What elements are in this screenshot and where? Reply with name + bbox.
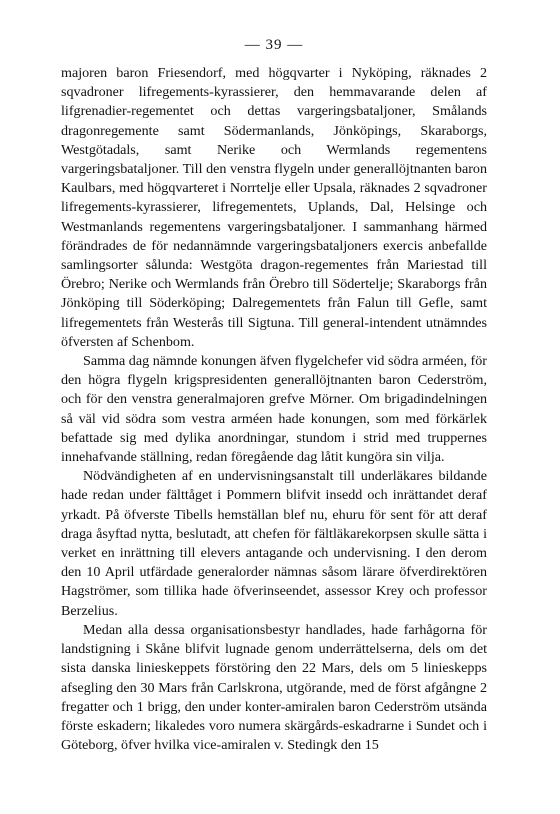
paragraph-army-wings: majoren baron Friesendorf, med högqvarter i Nyköping, räknades 2 sqvadroner lifregements-kyrassierer, den hemmavarande delen af lifgrenadier-regementet och dettas vargeringsbataljoner, Smålands dragonregemente samt Södermanlands, Jönköpings, Skaraborgs, Westgötadals, samt Nerike och Wermlands regementens vargeringsbataljoner. Till den venstra flygeln under generallöjtnanten baron Kaulbars, med högqvarteret i Norrtelje eller Upsala, räknades 2 sqvadroner lifregements-kyrassierer, lifregementets, Uplands, Dal, Helsinge och Westmanlands regementens vargeringsbataljoner. I sammanhang härmed förändrades de för nedannämnde vargeringsbataljoners exercis anbefallde samlingsorter sålunda: Westgöta dragon-regementes från Mariestad till Örebro; Nerike och Wermlands från Örebro till Södertelje; Skaraborgs från Jönköping till Söderköping; Dalregementets från Falun till Gefle, samt lifregementets från Westerås till Sigtuna. Till general-intendent utnämndes öfversten af Schenbom. [61,65,487,350]
paragraph-medical-school: Nödvändigheten af en undervisningsanstalt till underläkares bildande hade redan under fälttåget i Pommern blifvit insedd och inrättandet deraf yrkadt. På öfverste Tibells hemställan blef nu, ehuru för sent för att deraf draga åsyftad nytta, beslutadt, att chefen för fältläkarekorpsen skulle sätta i verket en inrättning till elevers antagande och undervisning. I den derom den 10 April utfärdade generalorder nämnas såsom lärare öfverdirektören Hagströmer, som tillika hade öfverinseendet, assessor Krey och professor Berzelius. [61,468,487,619]
book-page [61,30,487,755]
paragraph-southern-army-commanders: Samma dag nämnde konungen äfven flygelchefer vid södra arméen, för den högra flygeln krigspresidenten generallöjtnanten baron Cederström, och för den venstra generalmajoren grefve Mörner. Om brigadindelningen så väl vid södra som vestra arméen hade konungen, som med förkärlek befattade sig med dylika anordningar, stundom i strid med truppernes innehafvande ställning, redan föregående dag låtit kungöra sin vilja. [61,353,487,466]
paragraph-naval-squadrons: Medan alla dessa organisationsbestyr handlades, hade farhågorna för landstigning i Skåne blifvit lugnade genom underrättelserna, dels om det sista danska linieskeppets förstöring den 22 Mars, dels om 5 linieskepps afsegling den 30 Mars från Carlskrona, utgörande, med de först afgångne 2 fregatter och 1 brigg, den under konter-amiralen baron Cederström utsända förste eskadern; likaledes voro numera skärgårds-eskadrarne i Sundet och i Göteborg, öfver hvilka vice-amiralen v. Stedingk den 15 [61,621,487,754]
page-number: — 39 — [244,37,304,53]
